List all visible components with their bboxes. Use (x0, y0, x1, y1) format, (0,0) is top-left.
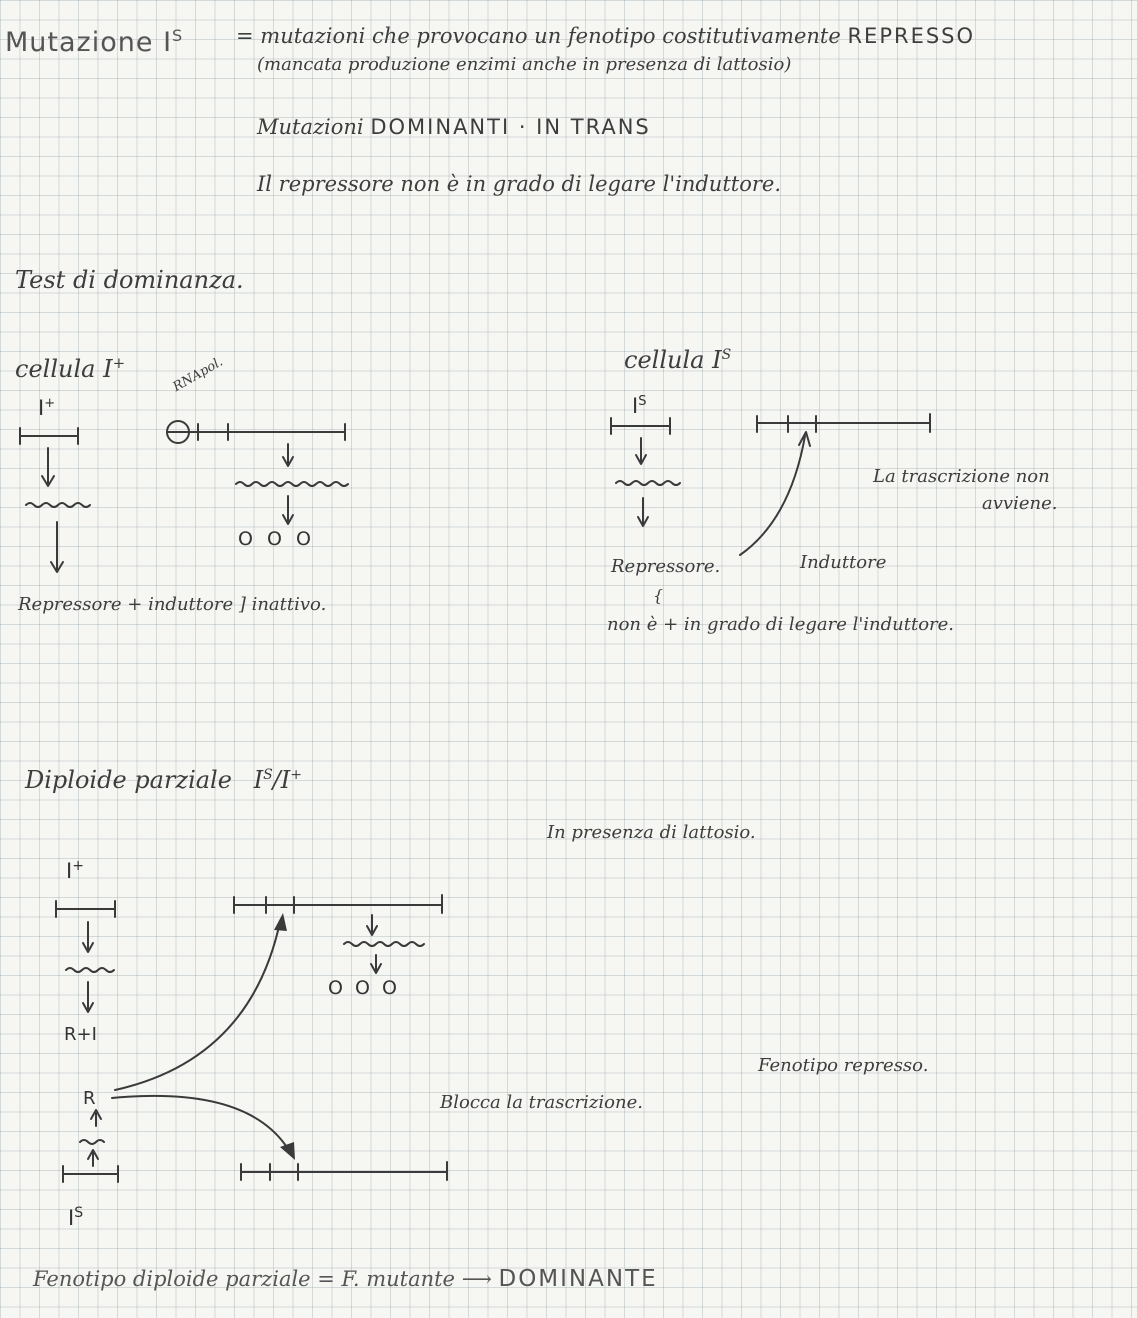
lactose-presence-note: In presenza di lattosio. (547, 822, 756, 843)
diploid-title (25, 766, 302, 794)
diploid-bottom-gene-sup: S (74, 1205, 84, 1221)
cell-s-curved-arrow (740, 436, 805, 555)
mutation-symbol: I (163, 27, 173, 58)
block-transcription-note: Blocca la trascrizione. (440, 1092, 643, 1113)
cell-plus-mrna-icon (26, 503, 90, 507)
mutation-symbol-sup: S (172, 26, 184, 45)
cell-plus-title (15, 354, 125, 383)
diploid-r-plus-i: R+I (64, 1024, 97, 1045)
no-transcription-line-2: avviene. (982, 493, 1058, 514)
phenotype-repressed-note: Fenotipo represso. (758, 1055, 929, 1076)
cell-s-brace: { (653, 586, 664, 605)
cell-s-repressor-label: Repressore. (611, 556, 721, 577)
diploid-bottom-gene-symbol: I (68, 1206, 75, 1230)
diploid-genotype-sup-2: + (290, 767, 302, 783)
diploid-enzymes: O O O (328, 977, 400, 999)
footer-conclusion (33, 1266, 658, 1292)
definition-repressed: REPRESSO (847, 24, 976, 48)
diploid-arrow-top (115, 922, 280, 1090)
definition-line-1 (236, 24, 975, 48)
diploid-r-label: R (83, 1088, 96, 1109)
cell-plus-symbol: I (103, 355, 113, 383)
footer-text: Fenotipo diploide parziale = F. mutante (33, 1267, 455, 1291)
diploid-genotype-symbol-1: I (253, 766, 264, 794)
cell-s-gene-symbol: I (632, 394, 639, 418)
cell-s-word: cellula (624, 346, 705, 374)
diploid-genotype (254, 766, 302, 794)
cell-s-sup: S (721, 347, 732, 363)
cell-s-title (624, 346, 731, 374)
no-transcription-line-1: La trascrizione non (873, 466, 1050, 487)
dominance-test-title: Test di dominanza. (15, 266, 244, 294)
cell-s-mrna-icon (616, 481, 680, 485)
cell-plus-word: cellula (15, 355, 96, 383)
footer-dominant: DOMINANTE (498, 1266, 658, 1292)
mutation-title (5, 26, 183, 58)
dominance-line (257, 115, 651, 139)
cell-s-gene-sup: S (638, 394, 647, 409)
diploid-genotype-symbol-2: I (280, 766, 291, 794)
mutation-title-word: Mutazione (5, 27, 154, 58)
diploid-diagram (56, 895, 447, 1182)
cell-plus-repressor-note: Repressore + induttore ] inattivo. (18, 594, 327, 615)
dominance-mutations: Mutazioni (257, 115, 364, 139)
definition-text-1: mutazioni che provocano un fenotipo costitutivamente (260, 24, 841, 48)
cell-s-cannot-bind-note: non è + in grado di legare l'induttore. (607, 614, 955, 635)
cell-plus-gene-label (38, 396, 55, 420)
cell-plus-sup: + (112, 354, 126, 372)
cell-plus-operon-mrna-icon (236, 482, 348, 486)
diploid-top-gene-sup: + (72, 858, 84, 874)
cell-s-gene-label (632, 394, 646, 418)
diploid-title-word: Diploide parziale (25, 766, 232, 794)
diploid-top-gene-label (66, 858, 84, 883)
cell-s-symbol: I (712, 346, 722, 374)
footer-arrow: ⟶ (461, 1267, 492, 1291)
cell-plus-gene-symbol: I (38, 396, 45, 420)
diploid-top-gene-symbol: I (66, 859, 73, 883)
repressor-note: Il repressore non è in grado di legare l'induttore. (257, 172, 781, 196)
definition-line-2: (mancata produzione enzimi anche in presenza di lattosio) (257, 54, 792, 75)
diploid-genotype-sup-1: S (263, 767, 273, 783)
diploid-bottom-gene-label (68, 1205, 83, 1230)
diploid-genotype-slash: / (272, 766, 281, 794)
rna-pol-label: RNApol. (170, 354, 226, 395)
dominance-in-trans: DOMINANTI · IN TRANS (370, 115, 651, 139)
cell-plus-enzymes: O O O (238, 528, 315, 550)
cell-s-inducer-label: Induttore (800, 552, 887, 573)
diploid-arrow-bottom (112, 1096, 290, 1152)
definition-equals: = (236, 24, 254, 48)
cell-plus-gene-sup: + (44, 396, 56, 411)
